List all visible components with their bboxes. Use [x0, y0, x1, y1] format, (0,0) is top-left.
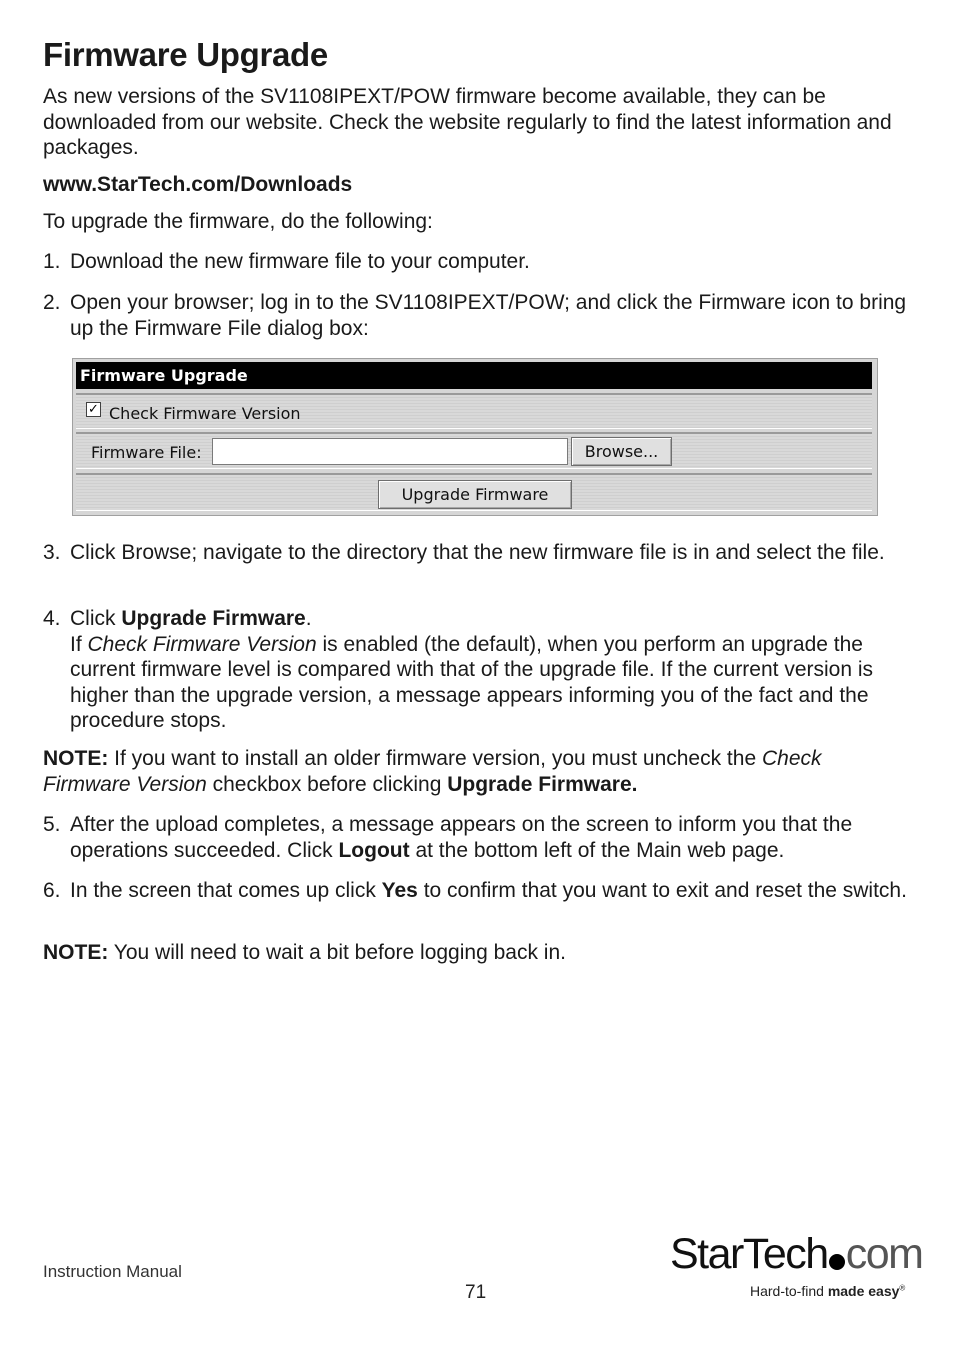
firmware-file-row — [76, 432, 872, 469]
check-firmware-emphasis: Check Firmware Version — [87, 632, 317, 656]
step-number: 6. — [43, 879, 61, 902]
step-number: 3. — [43, 541, 61, 564]
logo-wordmark: StarTech com — [670, 1230, 923, 1278]
downloads-url: www.StarTech.com/Downloads — [43, 173, 353, 196]
step-number: 4. — [43, 607, 61, 630]
step-text-prefix: Click — [70, 607, 122, 630]
upgrade-firmware-button[interactable]: Upgrade Firmware — [378, 480, 572, 509]
upgrade-firmware-emphasis: Upgrade Firmware — [121, 607, 306, 630]
step-1 — [43, 249, 913, 275]
footer-label: Instruction Manual — [43, 1262, 182, 1281]
instructions-lead: To upgrade the firmware, do the following: — [43, 210, 433, 233]
step-text: Open your browser; log in to the SV1108IPEXT/POW; and click the Firmware icon to bring up the Firmware File dialog box: — [70, 291, 907, 340]
intro-paragraph: As new versions of the SV1108IPEXT/POW firmware become available, they can be downloaded from our website. Check the website regularly to find the latest information and packages. — [43, 85, 892, 159]
step-4 — [43, 606, 913, 734]
note-older-firmware — [43, 746, 913, 797]
step-text: Click Browse; navigate to the directory that the new firmware file is in and select the file. — [70, 541, 885, 564]
check-firmware-row — [76, 393, 872, 429]
step-text: In the screen that comes up click Yes to confirm that you want to exit and reset the switch. — [70, 879, 907, 902]
page-number: 71 — [465, 1282, 487, 1303]
step-2 — [43, 290, 913, 341]
page-title: Firmware Upgrade — [43, 36, 328, 73]
firmware-upgrade-dialog — [72, 358, 878, 516]
note-label: NOTE: — [43, 941, 109, 964]
logo-tagline: Hard-to-find made easy® — [750, 1283, 906, 1299]
note-wait — [43, 940, 913, 966]
check-firmware-checkbox[interactable] — [86, 402, 101, 417]
step-number: 5. — [43, 813, 61, 836]
step-text-detail: is enabled (the default), when you perform an upgrade the current firmware level is compared with that of the upgrade file. If the current version is higher than the upgrade version, a message appears informing you of the fact and the procedure stops. — [70, 632, 874, 732]
step-5 — [43, 812, 913, 863]
note-text: checkbox before clicking — [206, 772, 448, 796]
upgrade-row — [76, 473, 872, 511]
firmware-file-input[interactable] — [212, 438, 568, 465]
logout-emphasis: Logout — [338, 838, 410, 862]
step-text-suffix: . — [305, 607, 312, 630]
step-text-prefix: If — [70, 632, 88, 656]
check-firmware-label: Check Firmware Version — [109, 404, 301, 423]
step-3 — [43, 540, 913, 566]
step-text — [70, 606, 913, 734]
note-text: If you want to install an older firmware version, you must uncheck the — [108, 747, 762, 770]
startech-logo — [670, 1230, 923, 1305]
logo-dot-icon — [829, 1254, 845, 1270]
step-number: 2. — [43, 291, 61, 314]
step-text: After the upload completes, a message appears on the screen to inform you that the operations succeeded. Click Logout at the bottom left of the Main web page. — [70, 813, 853, 862]
step-text: Download the new firmware file to your computer. — [70, 250, 530, 273]
dialog-title: Firmware Upgrade — [76, 362, 872, 389]
yes-emphasis: Yes — [381, 879, 418, 902]
checkmark-icon: ✓ — [88, 402, 99, 417]
firmware-file-label: Firmware File: — [91, 443, 202, 462]
note-bold: Upgrade Firmware. — [447, 772, 638, 796]
step-6 — [43, 878, 913, 904]
note-label: NOTE: — [43, 747, 109, 770]
note-italic: Check Firmware Version — [43, 747, 822, 796]
note-text: You will need to wait a bit before logging back in. — [108, 941, 566, 964]
step-number: 1. — [43, 250, 61, 273]
browse-button[interactable]: Browse... — [571, 437, 672, 466]
